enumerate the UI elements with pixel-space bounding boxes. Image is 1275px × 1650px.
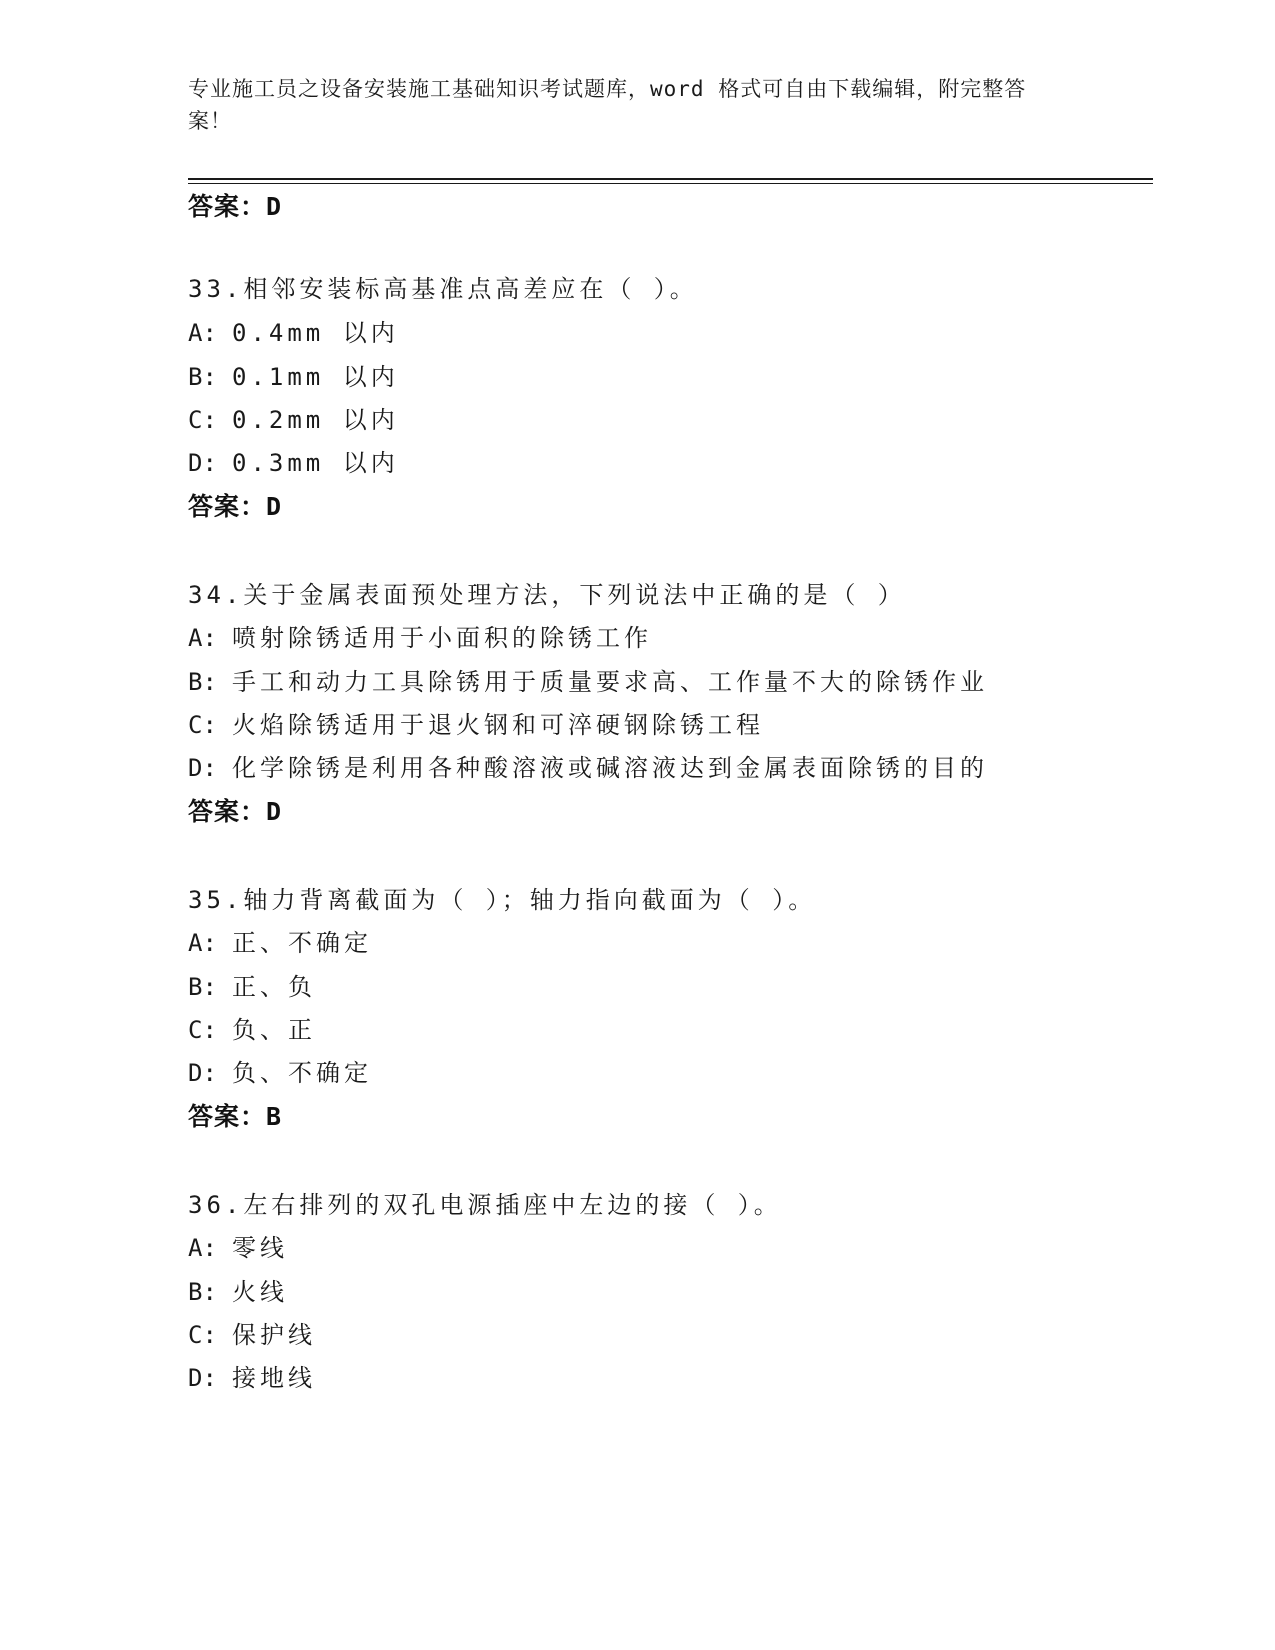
option-key: B: — [188, 668, 217, 696]
option-text: 负、正 — [232, 1016, 316, 1044]
option-34-a — [188, 621, 652, 655]
option-36-a — [188, 1231, 288, 1265]
question-33: 33.相邻安装标高基准点高差应在（ ）。 — [188, 275, 698, 303]
answer-33: 答案：D — [188, 492, 283, 521]
option-key: C: — [188, 1016, 217, 1044]
option-key: A: — [188, 624, 217, 652]
option-key: D: — [188, 449, 217, 477]
option-text: 0.1mm 以内 — [232, 363, 399, 391]
option-33-a — [188, 316, 399, 350]
option-text: 零线 — [232, 1234, 288, 1262]
option-key: C: — [188, 711, 217, 739]
option-key: B: — [188, 973, 217, 1001]
option-key: B: — [188, 1278, 217, 1306]
option-35-c — [188, 1013, 316, 1047]
option-text: 0.4mm 以内 — [232, 319, 399, 347]
answer-label-prev: 答案：D — [188, 192, 283, 221]
option-text: 化学除锈是利用各种酸溶液或碱溶液达到金属表面除锈的目的 — [232, 754, 988, 782]
document-header: 专业施工员之设备安装施工基础知识考试题库，word 格式可自由下载编辑，附完整答案！ — [188, 77, 1027, 133]
option-key: D: — [188, 754, 217, 782]
header-divider-thin — [188, 183, 1153, 184]
option-key: D: — [188, 1364, 217, 1392]
option-text: 喷射除锈适用于小面积的除锈工作 — [232, 624, 652, 652]
option-text: 火线 — [232, 1278, 288, 1306]
option-33-d — [188, 446, 399, 480]
option-text: 正、不确定 — [232, 929, 372, 957]
question-34: 34.关于金属表面预处理方法，下列说法中正确的是（ ） — [188, 581, 906, 609]
option-34-c — [188, 708, 764, 742]
option-35-a — [188, 926, 372, 960]
option-text: 0.2mm 以内 — [232, 406, 399, 434]
option-key: A: — [188, 319, 217, 347]
option-text: 0.3mm 以内 — [232, 449, 399, 477]
question-36: 36.左右排列的双孔电源插座中左边的接（ ）。 — [188, 1191, 782, 1219]
option-text: 火焰除锈适用于退火钢和可淬硬钢除锈工程 — [232, 711, 764, 739]
option-key: A: — [188, 1234, 217, 1262]
option-text: 接地线 — [232, 1364, 316, 1392]
option-text: 正、负 — [232, 973, 316, 1001]
question-35: 35.轴力背离截面为（ ）；轴力指向截面为（ ）。 — [188, 886, 817, 914]
option-key: B: — [188, 363, 217, 391]
option-text: 保护线 — [232, 1321, 316, 1349]
option-key: C: — [188, 1321, 217, 1349]
header-divider-thick — [188, 178, 1153, 180]
option-35-b — [188, 970, 316, 1004]
option-33-c — [188, 403, 399, 437]
option-text: 负、不确定 — [232, 1059, 372, 1087]
option-35-d — [188, 1056, 372, 1090]
option-34-b — [188, 665, 988, 699]
answer-34: 答案：D — [188, 797, 283, 826]
option-key: D: — [188, 1059, 217, 1087]
option-36-c — [188, 1318, 316, 1352]
option-36-d — [188, 1361, 316, 1395]
option-36-b — [188, 1275, 288, 1309]
option-key: A: — [188, 929, 217, 957]
option-34-d — [188, 751, 988, 785]
option-text: 手工和动力工具除锈用于质量要求高、工作量不大的除锈作业 — [232, 668, 988, 696]
answer-35: 答案：B — [188, 1102, 283, 1131]
option-key: C: — [188, 406, 217, 434]
option-33-b — [188, 360, 399, 394]
